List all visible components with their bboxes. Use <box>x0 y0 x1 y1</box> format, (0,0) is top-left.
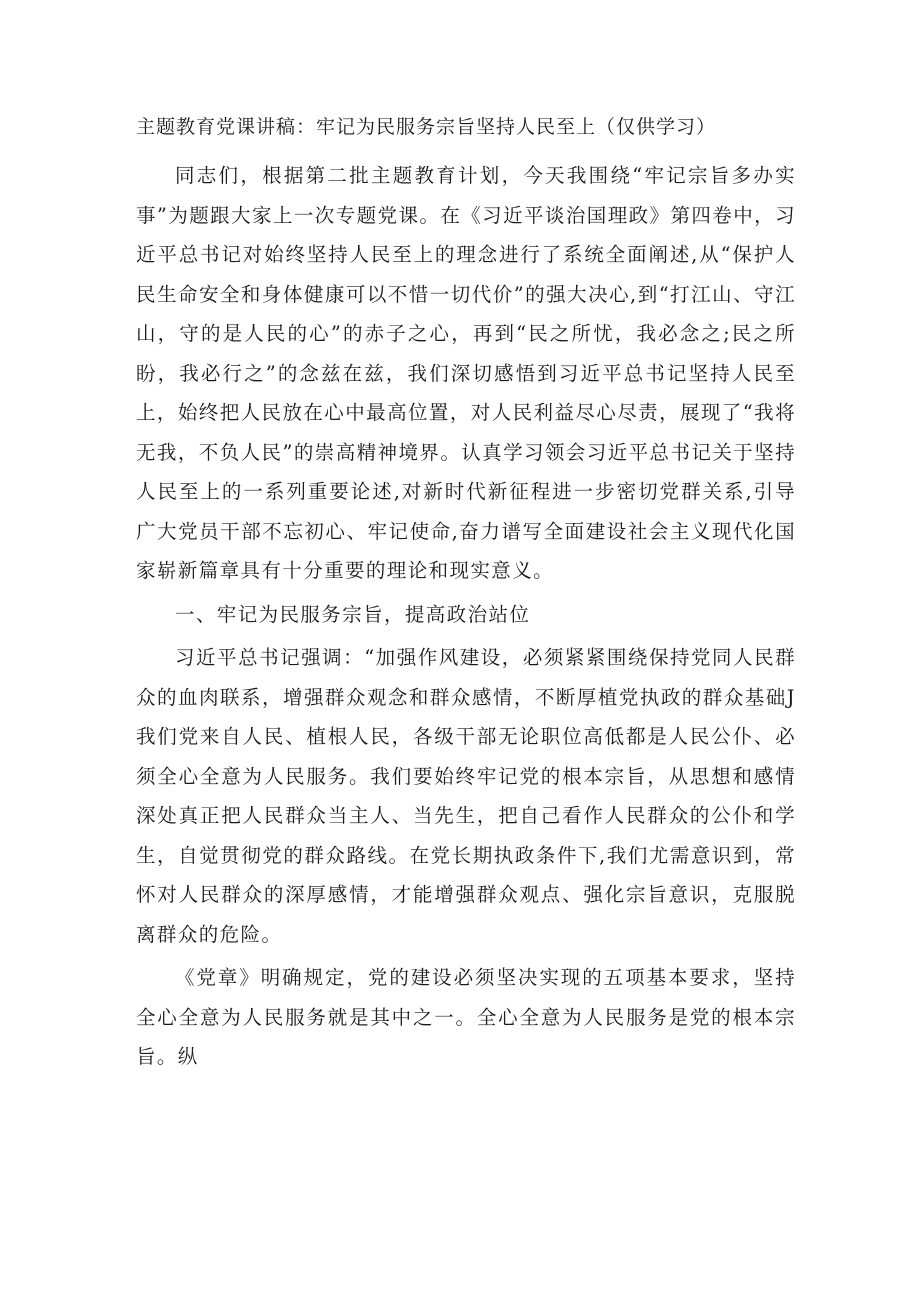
paragraph-intro: 同志们，根据第二批主题教育计划，今天我围绕“牢记宗旨多办实事”为题跟大家上一次专题党课。在《习近平谈治国理政》第四卷中，习近平总书记对始终坚持人民至上的理念进行了系统全面阐述,从“保护人民生命安全和身体健康可以不惜一切代价”的强大决心,到“打江山、守江山，守的是人民的心”的赤子之心，再到“民之所忧，我必念之;民之所盼，我必行之”的念兹在兹，我们深切感悟到习近平总书记坚持人民至上，始终把人民放在心中最高位置，对人民利益尽心尽责，展现了“我将无我，不负人民”的崇高精神境界。认真学习领会习近平总书记关于坚持人民至上的一系列重要论述,对新时代新征程进一步密切党群关系,引导广大党员干部不忘初心、牢记使命,奋力谱写全面建设社会主义现代化国家崭新篇章具有十分重要的理论和现实意义。 <box>136 164 796 582</box>
paragraph-party-constitution: 《党章》明确规定，党的建设必须坚决实现的五项基本要求，坚持全心全意为人民服务就是其中之一。全心全意为人民服务是党的根本宗旨。纵 <box>136 966 796 1068</box>
document-title: 主题教育党课讲稿：牢记为民服务宗旨坚持人民至上（仅供学习） <box>136 116 717 138</box>
section-heading-1: 一、牢记为民服务宗旨，提高政治站位 <box>175 602 531 626</box>
paragraph-quote: 习近平总书记强调：“加强作风建设，必须紧紧围绕保持党同人民群众的血肉联系，增强群众观念和群众感情，不断厚植党执政的群众基础J我们党来自人民、植根人民，各级干部无论职位高低都是人民公仆、必须全心全意为人民服务。我们要始终牢记党的根本宗旨，从思想和感情深处真正把人民群众当主人、当先生，把自己看作人民群众的公仆和学生，自觉贯彻党的群众路线。在党长期执政条件下,我们尤需意识到，常怀对人民群众的深厚感情，才能增强群众观点、强化宗旨意识，克服脱离群众的危险。 <box>136 646 796 946</box>
document-body <box>136 112 796 1077</box>
